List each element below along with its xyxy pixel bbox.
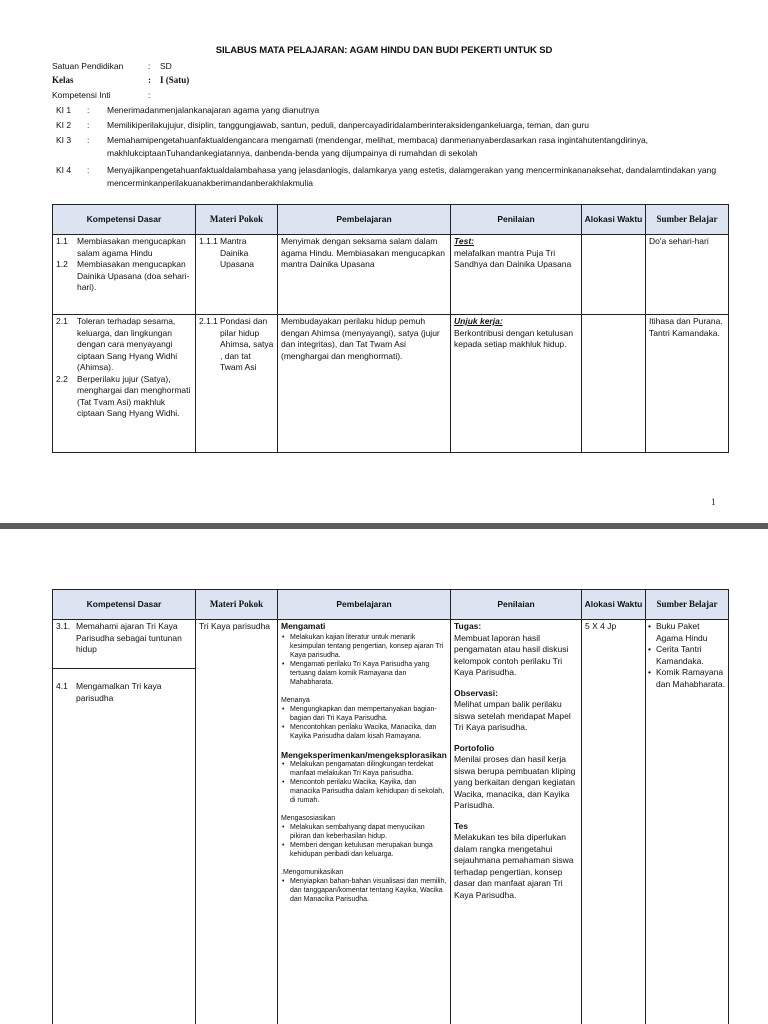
- table-row: [53, 235, 729, 315]
- cell-materi-pokok: 2.1.1 Pondasi dan pilar hidup Ahimsa, satya , dan tat Twam Asi: [196, 315, 278, 453]
- kd-item: 4.1 Mengamalkan Tri kaya parisudha: [56, 681, 162, 703]
- list-sumber: [649, 621, 725, 690]
- penilaian-text: Melakukan tes bila diperlukan dalam rangka mengetahui sejauhmana pemahaman siswa terhadap pengertian, konsep dasar dan manfaat ajaran Tri Kaya Parisudha.: [454, 832, 574, 900]
- list-item: • Memberi dengan ketulusan merupakan bunga kehidupan peribadi dan keluarga.: [290, 841, 447, 859]
- penilaian-text: Membuat laporan hasil pengamatan atau hasil diskusi kelompok contoh perilaku Tri Kaya Parisudha.: [454, 632, 569, 677]
- penilaian-label: Test:: [454, 236, 474, 246]
- list-item: • Mencontoh perilaku Wacika, Kayika, dan manacika Parisudha dalam kehidupan di sekolah, di rumah.: [290, 778, 447, 805]
- list-item: • Cerita Tantri Kamandaka.: [656, 644, 725, 667]
- table-row: [53, 315, 729, 453]
- header-kompetensi-dasar: Kompetensi Dasar: [53, 205, 196, 235]
- meta-value: I (Satu): [160, 75, 190, 85]
- meta-value: SD: [160, 61, 172, 71]
- meta-label: Satuan Pendidikan: [52, 61, 124, 71]
- header-penilaian: Penilaian: [451, 205, 582, 235]
- meta-label: Kompetensi Inti: [52, 90, 111, 100]
- kd-item: 2.2 Berperilaku jujur (Satya), menghargai dan menghormati (Tat Tvam Asi) makhluk ciptaan Sang Hyang Widhi.: [56, 373, 191, 418]
- header-alokasi-waktu: Alokasi Waktu: [582, 590, 646, 620]
- header-sumber-belajar: Sumber Belajar: [646, 590, 729, 620]
- cell-sumber-belajar: [646, 620, 729, 1024]
- list-menanya: [281, 705, 447, 741]
- list-item: • Buku Paket Agama Hindu: [656, 621, 725, 644]
- penilaian-head: Tes: [454, 820, 469, 831]
- cell-sumber-belajar: Do'a sehari-hari: [646, 235, 729, 315]
- header-kompetensi-dasar: Kompetensi Dasar: [53, 590, 196, 620]
- table-header-row: [53, 590, 729, 620]
- cell-sumber-belajar: Itihasa dan Purana. Tantri Kamandaka.: [646, 315, 729, 453]
- table-header-row: [53, 205, 729, 235]
- cell-alokasi-waktu: [582, 235, 646, 315]
- kd-item: 2.1 Toleran terhadap sesama, keluarga, dan lingkungan dengan cara menyayangi ciptaan Sang Hyang Widhi (Ahimsa).: [56, 316, 178, 372]
- kd-item: 1.2 Membiasakan mengucapkan Dainika Upasana (doa sehari-hari).: [56, 259, 190, 292]
- cell-pembelajaran: [278, 620, 451, 1024]
- section-asosiasi: Mengasosiasikan: [281, 814, 336, 822]
- list-item: • Komik Ramayana dan Mahabharata.: [656, 667, 725, 690]
- penilaian-head: Portofolio: [454, 742, 495, 753]
- cell-materi-pokok: Tri Kaya parisudha: [196, 620, 278, 1024]
- header-pembelajaran: Pembelajaran: [278, 590, 451, 620]
- penilaian-head: Observasi:: [454, 687, 498, 698]
- meta-label: Kelas: [52, 75, 74, 85]
- table-row: [53, 620, 729, 1024]
- penilaian-text: Berkontribusi dengan ketulusan kepada setiap makhluk hidup.: [454, 327, 574, 349]
- cell-alokasi-waktu: 5 X 4 Jp: [582, 620, 646, 1024]
- cell-penilaian: [451, 315, 582, 453]
- section-mengamati: Mengamati: [281, 621, 326, 631]
- header-materi-pokok: Materi Pokok: [196, 205, 278, 235]
- list-item: • Melakukan pengamatan dilingkungan terdekat manfaat melakukan Tri Kaya parisudha.: [290, 760, 447, 778]
- header-penilaian: Penilaian: [451, 590, 582, 620]
- silabus-table-2: [52, 589, 729, 1024]
- list-komunikasi: [281, 877, 447, 904]
- cell-pembelajaran: Menyimak dengan seksama salam dalam agama Hindu. Membiasakan mengucapkan mantra Dainika Upasana: [278, 235, 451, 315]
- cell-kompetensi-dasar: [53, 315, 196, 453]
- cell-pembelajaran: Membudayakan perilaku hidup pemuh dengan Ahimsa (menyayangi), satya (jujur dan integritas), dan Tat Twam Asi (menghargai dan menghormati).: [278, 315, 451, 453]
- cell-kompetensi-dasar: [53, 235, 196, 315]
- list-item: • Mengamati perilaku Tri Kaya Parisudha yang tertuang dalam komik Ramayana dan Mahabharata.: [290, 660, 447, 687]
- cell-kompetensi-dasar: [53, 620, 196, 1024]
- list-item: • Melakukan kajian literatur untuk menarik kesimpulan tentang pengertian, konsep ajaran Tri Kaya parisudha.: [290, 633, 447, 660]
- list-asosiasi: [281, 823, 447, 859]
- list-item: • Mencontohkan perilaku Wacika, Manacika, dan Kayika Parisudha dalam kisah Ramayana.: [290, 723, 447, 741]
- list-mengamati: [281, 633, 447, 687]
- section-komunikasi: .Mengomunikasikan: [281, 868, 344, 876]
- section-menanya: Menanya: [281, 696, 310, 704]
- list-item: • Mengungkapkan dan mempertanyakan bagian-bagian dari Tri Kaya Parisudha.: [290, 705, 447, 723]
- kd-item: 1.1 Membiasakan mengucapkan salam agama Hindu: [56, 236, 186, 258]
- header-pembelajaran: Pembelajaran: [278, 205, 451, 235]
- meta-kompetensi-inti: Kompetensi Inti :: [52, 90, 151, 100]
- list-eksplorasi: [281, 760, 447, 805]
- cell-penilaian: [451, 235, 582, 315]
- list-item: • Melakukan sembahyang dapat menyucikan pikiran dan keberhasilan hidup.: [290, 823, 447, 841]
- meta-satuan: Satuan Pendidikan : SD: [52, 61, 172, 71]
- penilaian-text: Melihat umpan balik perilaku siswa setelah mendapat Mapel Tri Kaya parisudha.: [454, 699, 571, 732]
- document-page-2: [0, 529, 768, 1024]
- silabus-table-1: [52, 204, 729, 453]
- header-sumber-belajar: Sumber Belajar: [646, 205, 729, 235]
- section-eksplorasi: Mengeksperimenkan/mengeksplorasikan: [281, 749, 447, 760]
- document-page-1: SILABUS MATA PELAJARAN: AGAM HINDU DAN BUDI PEKERTI UNTUK SD Satuan Pendidikan : SD Kelas : I (Satu) Kompetensi Inti : KI 1 : Menerimadanmenjalankanajaran agama yang dianutnya KI 2 : Memilikiperilakujujur, disiplin, tanggungjawab, santun, peduli, danpercayadiridalamberinteraksidengankeluarga, teman, dan guru KI 3 : Memahamipengetahuanfaktualdengancara mengamati (mendengar, melihat, membaca) danmenanyaberdasarkan rasa ingintahutentangdirinya, makhlukciptaanTuhandankegiatannya, danbenda-benda yang dijumpainya di rumahdan di sekolah KI 4 : Menyajikanpengetahuanfaktualdalambahasa yang jelasdanlogis, dalamkarya yang estetis, dalamgerakan yang mencerminkananaksehat, dandalamtindakan yang mencerminkanperilakuanakberimandanberakhlakmulia Kompetensi Dasar Materi Pokok Pembelajaran Penilaian Alokasi Waktu Sumber Belajar 1.1 Membiasakan mengucapkan salam agama Hindu 1.2 Membiasakan mengucapkan Dainika Upasana (doa sehari-hari). 1.1.1 Mantra Dainika Upasana Menyimak dengan seksama salam dalam agama Hindu. Membiasakan mengucapkan mantra Dainika Upasana Test: melafalkan mantra Puja Tri Sandhya dan Dainika Upasana Do'a sehari-hari 2.1 Toleran terhadap sesama, keluarga, dan lingkungan dengan cara menyayangi ciptaan Sang Hyang Widhi (Ahimsa). 2.2 Berperilaku jujur (Satya), menghargai dan menghormati (Tat Tvam Asi) makhluk ciptaan Sang Hyang Widhi. 2.1.1 Pondasi dan pilar hidup Ahimsa, satya , dan tat Twam Asi Membudayakan perilaku hidup pemuh dengan Ahimsa (menyayangi), satya (jujur dan integritas), dan Tat Twam Asi (menghargai dan menghormati). Unjuk kerja: Berkontribusi dengan ketulusan kepada setiap makhluk hidup. Itihasa dan Purana. Tantri Kamandaka. 1: [0, 0, 768, 523]
- penilaian-text: Menilai proses dan hasil kerja siswa berupa pembuatan kliping yang berkaitan dengan kegiatan Wacika, manacika, dan Kayika Parisudha.: [454, 754, 576, 810]
- header-alokasi-waktu: Alokasi Waktu: [582, 205, 646, 235]
- cell-materi-pokok: 1.1.1 Mantra Dainika Upasana: [196, 235, 278, 315]
- meta-kelas: Kelas : I (Satu): [52, 75, 190, 85]
- penilaian-head: Tugas:: [454, 621, 482, 631]
- penilaian-text: melafalkan mantra Puja Tri Sandhya dan Dainika Upasana: [454, 247, 572, 269]
- kd-item: 3.1. Memahami ajaran Tri Kaya Parisudha sebagai tuntunan hidup: [53, 620, 195, 669]
- header-materi-pokok: Materi Pokok: [196, 590, 278, 620]
- penilaian-label: Unjuk kerja:: [454, 316, 503, 326]
- page-number: 1: [711, 497, 716, 507]
- cell-alokasi-waktu: [582, 315, 646, 453]
- list-item: • Menyiapkan bahan-bahan visualisasi dan memilih, dan tanggapan/komentar tentang Kayika, Wacika dan Manacika Parisudha.: [290, 877, 447, 904]
- document-title: SILABUS MATA PELAJARAN: AGAM HINDU DAN BUDI PEKERTI UNTUK SD: [215, 45, 553, 56]
- cell-penilaian: [451, 620, 582, 1024]
